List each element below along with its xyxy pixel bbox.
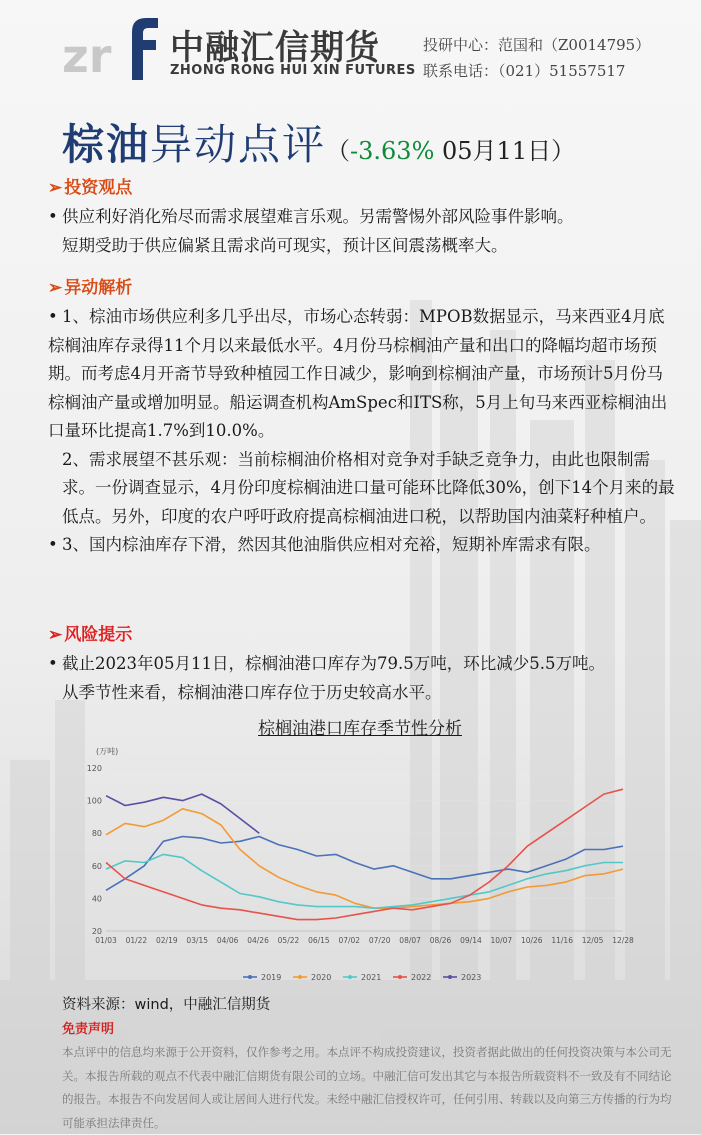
risk-paragraph: • 截止2023年05月11日，棕榈油港口库存为79.5万吨，环比减少5.5万吨。 从季节性来看，棕榈油港口库存位于历史较高水平。 bbox=[48, 650, 678, 707]
y-tick-label: 20 bbox=[91, 927, 102, 936]
logo-english-name: ZHONG RONG HUI XIN FUTURES bbox=[170, 63, 416, 78]
arrow-icon: ➢ bbox=[48, 178, 63, 198]
legend-label-2020: 2020 bbox=[311, 973, 332, 982]
arrow-icon: ➢ bbox=[48, 278, 63, 298]
x-tick-label: 04/26 bbox=[247, 936, 269, 945]
legend-marker-2021 bbox=[348, 975, 352, 979]
title-paren: （ bbox=[326, 137, 351, 165]
legend-marker-2020 bbox=[298, 975, 302, 979]
x-tick-label: 12/05 bbox=[581, 936, 604, 945]
chart-title: 棕榈油港口库存季节性分析 bbox=[258, 719, 462, 739]
y-tick-label: 120 bbox=[86, 764, 102, 773]
x-tick-label: 06/15 bbox=[308, 936, 330, 945]
data-source: 资料来源：wind，中融汇信期货 bbox=[62, 997, 271, 1013]
research-contact: 投研中心：范国和（Z0014795） bbox=[423, 36, 651, 54]
view-paragraph: • 供应利好消化殆尽而需求展望难言乐观。另需警惕外部风险事件影响。 短期受助于供应偏紧且需求尚可现实，预计区间震荡概率大。 bbox=[48, 203, 678, 260]
x-tick-label: 12/28 bbox=[612, 936, 634, 945]
legend-label-2022: 2022 bbox=[411, 973, 432, 982]
section-heading-analysis: ➢ 异动解析 bbox=[48, 278, 133, 298]
x-tick-label: 10/07 bbox=[490, 936, 513, 945]
page-title bbox=[62, 112, 575, 172]
arrow-icon: ➢ bbox=[48, 625, 63, 645]
company-logo-mark bbox=[62, 18, 162, 80]
section-heading-view: ➢ 投资观点 bbox=[48, 178, 133, 198]
x-tick-label: 04/06 bbox=[216, 936, 239, 945]
legend-label-2019: 2019 bbox=[261, 973, 282, 982]
x-tick-label: 01/03 bbox=[95, 936, 117, 945]
legend-marker-2022 bbox=[398, 975, 402, 979]
y-tick-label: 40 bbox=[91, 894, 102, 904]
x-tick-label: 08/07 bbox=[399, 936, 421, 945]
disclaimer-title: 免责声明 bbox=[62, 1022, 115, 1037]
bullet-icon: • bbox=[48, 207, 58, 226]
x-tick-label: 01/22 bbox=[125, 936, 148, 945]
title-change-percent: -3.63% bbox=[350, 137, 435, 165]
y-axis-unit-label: (万吨) bbox=[96, 747, 119, 756]
phone-contact: 联系电话：（021）51557517 bbox=[423, 62, 626, 80]
x-tick-label: 10/26 bbox=[520, 936, 543, 945]
disclaimer-text: 本点评中的信息均来源于公开资料，仅作参考之用。本点评不构成投资建议，投资者据此做出的任何投资决策与本公司无关。本报告所载的观点不代表中融汇信期货有限公司的立场。中融汇信可发出其它与本报告所载资料不一致及有不同结论的报告。本报告不向发居间人或让居间人进行代发。未经中融汇信授权许可，任何引用、转载以及向第三方传播的行为均可能承担法律责任。 bbox=[62, 1045, 672, 1130]
y-tick-label: 60 bbox=[91, 861, 102, 871]
analysis-paragraph: • 1、棕油市场供应利多几乎出尽，市场心态转弱：MPOB数据显示，马来西亚4月底棕榈油库存录得11个月以来最低水平。4月份马棕榈油产量和出口的降幅均超市场预期。而考虑4月开斋节导致种植园工作日减少，影响到棕榈油产量，市场预计5月份马棕榈油产量或增加明显。船运调查机构AmSpec和ITS称，5月上旬马来西亚棕榈油出口量环比提高1.7%到10.0%。 2、需求展望不甚乐观：当前棕榈油价格相对竞争对手缺乏竞争力，由此也限制需求。一份调查显示，4月份印度棕榈油进口量可能环比降低30%，创下14个月来的最低点。另外，印度的农户呼吁政府提高棕榈油进口税，以帮助国内油菜籽种植户。 • 3、国内棕油库存下滑，然因其他油脂供应相对充裕，短期补库需求有限。 bbox=[48, 303, 678, 560]
port-inventory-seasonal-chart bbox=[78, 738, 638, 990]
section-heading-risk: ➢ 风险提示 bbox=[48, 625, 133, 645]
legend-marker-2023 bbox=[448, 975, 452, 979]
title-commodity: 棕油 bbox=[62, 120, 151, 169]
bullet-icon: • bbox=[48, 535, 58, 554]
series-line-2021 bbox=[106, 854, 623, 908]
x-tick-label: 09/14 bbox=[460, 936, 482, 945]
x-tick-label: 03/15 bbox=[186, 936, 209, 945]
bullet-icon: • bbox=[48, 654, 58, 673]
x-tick-label: 07/20 bbox=[368, 936, 391, 945]
y-tick-label: 80 bbox=[91, 829, 102, 839]
series-line-2019 bbox=[106, 837, 623, 891]
y-tick-label: 100 bbox=[86, 796, 102, 806]
x-tick-label: 02/19 bbox=[156, 936, 178, 945]
svg-text:zr: zr bbox=[62, 29, 112, 80]
x-tick-label: 11/16 bbox=[551, 936, 573, 945]
legend-marker-2019 bbox=[248, 975, 252, 979]
logo-chinese-name: 中融汇信期货 bbox=[170, 28, 380, 68]
series-line-2023 bbox=[106, 794, 259, 833]
title-type: 异动点评 bbox=[150, 120, 327, 169]
x-tick-label: 05/22 bbox=[277, 936, 300, 945]
x-tick-label: 07/02 bbox=[338, 936, 361, 945]
x-tick-label: 08/26 bbox=[429, 936, 452, 945]
legend-label-2023: 2023 bbox=[461, 973, 482, 982]
legend-label-2021: 2021 bbox=[361, 973, 382, 982]
bullet-icon: • bbox=[48, 307, 58, 326]
title-date: 05月11日） bbox=[434, 137, 576, 165]
